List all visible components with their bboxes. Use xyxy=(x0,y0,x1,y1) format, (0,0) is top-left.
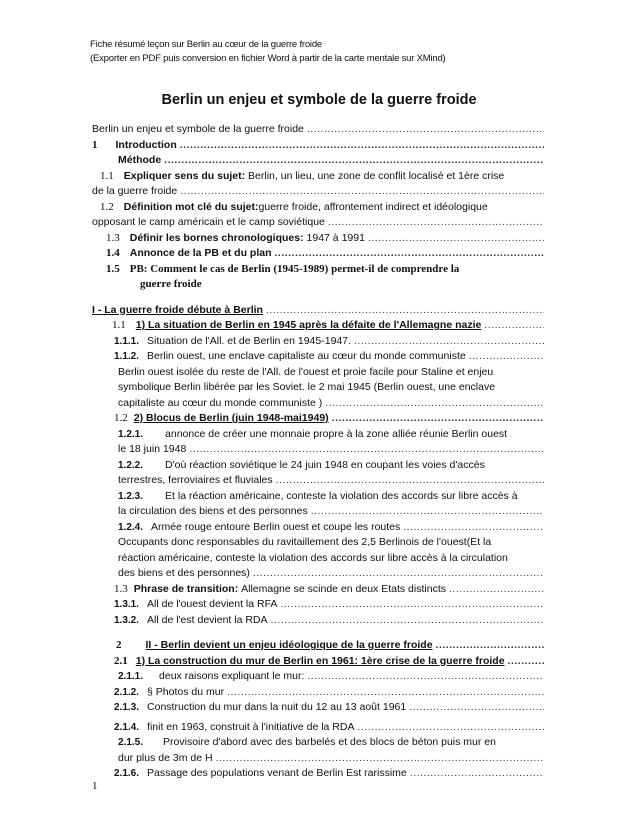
toc-number: 1.2 xyxy=(114,412,128,424)
dot-leader xyxy=(436,638,544,654)
toc-entry[interactable] xyxy=(92,334,544,350)
toc-entry[interactable] xyxy=(92,654,544,670)
toc-section[interactable] xyxy=(92,303,544,319)
toc-number: 2.1.2. xyxy=(114,686,140,698)
toc-entry[interactable] xyxy=(92,138,544,154)
toc-number: 1.1.1. xyxy=(114,335,140,347)
toc-number: 2.1.1. xyxy=(118,671,144,682)
toc-entry-label: 1) La situation de Berlin en 1945 après la défaite de l'Allemagne nazie xyxy=(135,319,482,331)
dot-leader xyxy=(275,246,544,262)
toc-entry-label: All de l'est devient la RDA xyxy=(147,613,268,626)
toc-number: 2 xyxy=(116,639,122,651)
toc-entry[interactable] xyxy=(92,231,544,247)
toc-entry-text: réaction américaine, conteste la violation des accords sur libre accès à la circulation xyxy=(118,551,508,564)
toc-entry-text: terrestres, ferroviaires et fluviales xyxy=(118,474,273,486)
toc-section[interactable] xyxy=(92,638,544,654)
toc-number: 1.2.4. xyxy=(118,521,144,533)
toc-number: 2.1.5. xyxy=(118,737,144,748)
header-line-2: (Exporter en PDF puis conversion en fichier Word à partir de la carte mentale sur XMind) xyxy=(90,53,446,64)
toc-number: 2.1.6. xyxy=(114,768,140,779)
toc-entry-text: des biens et des personnes) xyxy=(118,567,250,579)
toc-entry-text: 1947 à 1991 xyxy=(306,231,365,244)
toc-entry-continuation xyxy=(92,751,544,767)
dot-leader xyxy=(164,153,544,169)
toc-number: 2.1.3. xyxy=(114,702,140,713)
toc-entry-label: Annonce de la PB et du plan xyxy=(129,247,272,259)
toc-number: 1.4 xyxy=(106,247,120,259)
toc-entry-label: Construction du mur dans la nuit du 12 au 13 août 1961 xyxy=(147,701,407,713)
toc-entry-continuation xyxy=(92,473,544,489)
toc-entry-text: dur plus de 3m de H xyxy=(118,751,213,764)
toc-entry-label: Passage des populations venant de Berlin Est rarissime xyxy=(147,767,407,779)
toc-entry-label: Définition mot clé du sujet: xyxy=(123,200,259,213)
toc-entry-label: 1) La construction du mur de Berlin en 1961: 1ère crise de la guerre froide xyxy=(135,654,505,667)
toc-entry-continuation xyxy=(92,277,544,293)
toc-entry[interactable] xyxy=(92,520,544,536)
toc-entry-continuation xyxy=(92,184,544,200)
toc-entry[interactable] xyxy=(92,411,544,427)
dot-leader xyxy=(328,215,544,231)
dot-leader xyxy=(180,138,544,154)
toc-number: 1.3 xyxy=(106,231,120,244)
toc-number: 1.2.2. xyxy=(118,459,144,471)
toc-entry[interactable] xyxy=(92,613,544,629)
toc-section-label: I - La guerre froide débute à Berlin xyxy=(92,303,263,316)
toc-entry[interactable] xyxy=(92,318,544,334)
toc-entry-label: finit en 1963, construit à l'initiative de la RDA xyxy=(147,720,355,733)
toc-entry-label: 2) Blocus de Berlin (juin 1948-mai1949) xyxy=(133,412,329,424)
toc-entry-text: de la guerre froide xyxy=(92,185,178,197)
dot-leader xyxy=(307,669,544,685)
toc-entry-label: Phrase de transition: xyxy=(133,582,239,595)
toc-entry-text: Occupants donc responsables du ravitaillement des 2,5 Berlinois de l'ouest(Et la xyxy=(118,536,492,548)
dot-leader xyxy=(271,613,544,629)
dot-leader xyxy=(332,411,544,427)
toc-number: 1.3.2. xyxy=(114,614,140,626)
toc-entry-continuation xyxy=(92,551,544,567)
toc-entry-label: D'où réaction soviétique le 24 juin 1948 en coupant les voies d'accès xyxy=(165,458,485,471)
toc-entry-continuation xyxy=(92,396,544,412)
toc-entry[interactable] xyxy=(92,720,544,736)
dot-leader xyxy=(276,473,544,489)
dot-leader xyxy=(253,566,544,582)
toc-entry-continuation xyxy=(92,504,544,520)
dot-leader xyxy=(311,504,544,520)
toc-entry-continuation xyxy=(92,442,544,458)
toc-number: 2.1 xyxy=(114,654,128,667)
toc-entry[interactable] xyxy=(92,427,544,443)
toc-entry-label: Berlin ouest, une enclave capitaliste au cœur du monde communiste xyxy=(147,350,466,362)
document-title: Berlin un enjeu et symbole de la guerre froide xyxy=(161,92,477,108)
dot-leader xyxy=(307,122,544,138)
dot-leader xyxy=(354,334,544,350)
toc-entry-label: PB: Comment le cas de Berlin (1945-1989) permet-il de comprendre la xyxy=(129,262,460,275)
toc-entry[interactable] xyxy=(92,262,544,278)
toc-entry[interactable] xyxy=(92,458,544,474)
dot-leader xyxy=(409,700,544,716)
toc-entry-text: guerre froide xyxy=(140,278,202,290)
toc-entry-label: Armée rouge entoure Berlin ouest et coupe les routes xyxy=(151,520,401,533)
toc-entry-text: Allemagne se scinde en deux Etats distincts xyxy=(241,582,446,595)
toc-entry-text: le 18 juin 1948 xyxy=(118,443,187,455)
toc-number: 2.1.4. xyxy=(114,721,140,733)
toc-entry-label: Méthode xyxy=(118,154,162,166)
toc-entry[interactable] xyxy=(92,669,544,685)
toc-entry-label: Berlin un enjeu et symbole de la guerre froide xyxy=(92,123,304,135)
toc-entry-continuation xyxy=(92,380,544,396)
dot-leader xyxy=(403,520,544,536)
dot-leader xyxy=(189,442,544,458)
toc-entry-label: Provisoire d'abord avec des barbelés et des blocs de béton puis mur en xyxy=(163,736,496,748)
toc-entry-label: § Photos du mur xyxy=(147,685,225,698)
toc-entry[interactable] xyxy=(92,153,544,169)
toc-entry[interactable] xyxy=(92,597,544,613)
toc-entry-text: opposant le camp américain et le camp soviétique xyxy=(92,216,325,228)
dot-leader xyxy=(469,349,544,365)
toc-entry[interactable] xyxy=(92,735,544,751)
toc-entry-continuation xyxy=(92,535,544,551)
toc-entry[interactable] xyxy=(92,685,544,701)
page-number: 1 xyxy=(92,780,98,792)
document-header xyxy=(90,38,446,66)
toc-entry-text: Berlin ouest isolée du reste de l'All. de l'ouest et proie facile pour Staline et enjeu xyxy=(118,365,494,378)
toc-number: 1 xyxy=(92,138,98,151)
toc-entry-label: Et la réaction américaine, conteste la violation des accords sur libre accès à xyxy=(165,489,518,502)
dot-leader xyxy=(484,318,544,334)
dot-leader xyxy=(266,303,544,319)
dot-leader xyxy=(280,597,544,613)
toc-entry[interactable] xyxy=(92,349,544,365)
toc-entry-text: symbolique Berlin libérée par les Soviet. le 2 mai 1945 (Berlin ouest, une enclave xyxy=(118,381,496,393)
toc-entry[interactable] xyxy=(92,122,544,138)
toc-number: 1.3.1. xyxy=(114,599,140,610)
toc-section-label: II - Berlin devient un enjeu idéologique de la guerre froide xyxy=(145,639,433,651)
dot-leader xyxy=(410,766,544,782)
toc-entry-label: deux raisons expliquant le mur: xyxy=(159,670,305,682)
dot-leader xyxy=(227,685,544,701)
toc-entry[interactable] xyxy=(92,489,544,505)
toc-number: 1.1.2. xyxy=(114,351,140,362)
toc-entry[interactable] xyxy=(92,766,544,782)
dot-leader xyxy=(368,231,544,247)
toc-entry-label: Situation de l'All. et de Berlin en 1945-1947. xyxy=(147,334,352,347)
toc-entry[interactable] xyxy=(92,169,544,185)
toc-entry-label: Définir les bornes chronologiques: xyxy=(129,231,304,244)
toc-entry-continuation xyxy=(92,566,544,582)
dot-leader xyxy=(357,720,544,736)
table-of-contents xyxy=(92,122,544,782)
toc-entry-text: guerre froide, affrontement indirect et idéologique xyxy=(258,200,488,213)
toc-entry-label: annonce de créer une monnaie propre à la zone alliée réunie Berlin ouest xyxy=(165,427,508,440)
toc-number: 1.5 xyxy=(106,262,120,275)
toc-number: 1.1 xyxy=(100,169,114,182)
toc-entry[interactable] xyxy=(92,582,544,598)
dot-leader xyxy=(180,184,544,200)
toc-entry-text: Berlin, un lieu, une zone de conflit localisé et 1ère crise xyxy=(248,169,505,182)
toc-number: 1.2 xyxy=(100,200,114,213)
toc-number: 1.1 xyxy=(112,319,126,331)
dot-leader xyxy=(508,654,544,670)
toc-entry-label: Expliquer sens du sujet: xyxy=(123,169,246,182)
toc-number: 1.2.3. xyxy=(118,490,144,502)
toc-number: 1.2.1. xyxy=(118,428,144,440)
header-line-1: Fiche résumé leçon sur Berlin au cœur de la guerre froide xyxy=(90,39,323,50)
dot-leader xyxy=(449,582,544,598)
toc-entry-text: capitaliste au cœur du monde communiste ) xyxy=(118,396,323,409)
toc-number: 1.3 xyxy=(114,582,128,595)
dot-leader xyxy=(216,751,544,767)
toc-entry[interactable] xyxy=(92,700,544,716)
toc-entry-continuation xyxy=(92,365,544,381)
toc-entry-label: Introduction xyxy=(115,138,177,151)
toc-entry[interactable] xyxy=(92,200,544,216)
toc-entry-continuation xyxy=(92,215,544,231)
toc-entry-label: All de l'ouest devient la RFA xyxy=(147,598,278,610)
toc-entry-text: la circulation des biens et des personnes xyxy=(118,505,308,517)
toc-entry[interactable] xyxy=(92,246,544,262)
dot-leader xyxy=(325,396,544,412)
